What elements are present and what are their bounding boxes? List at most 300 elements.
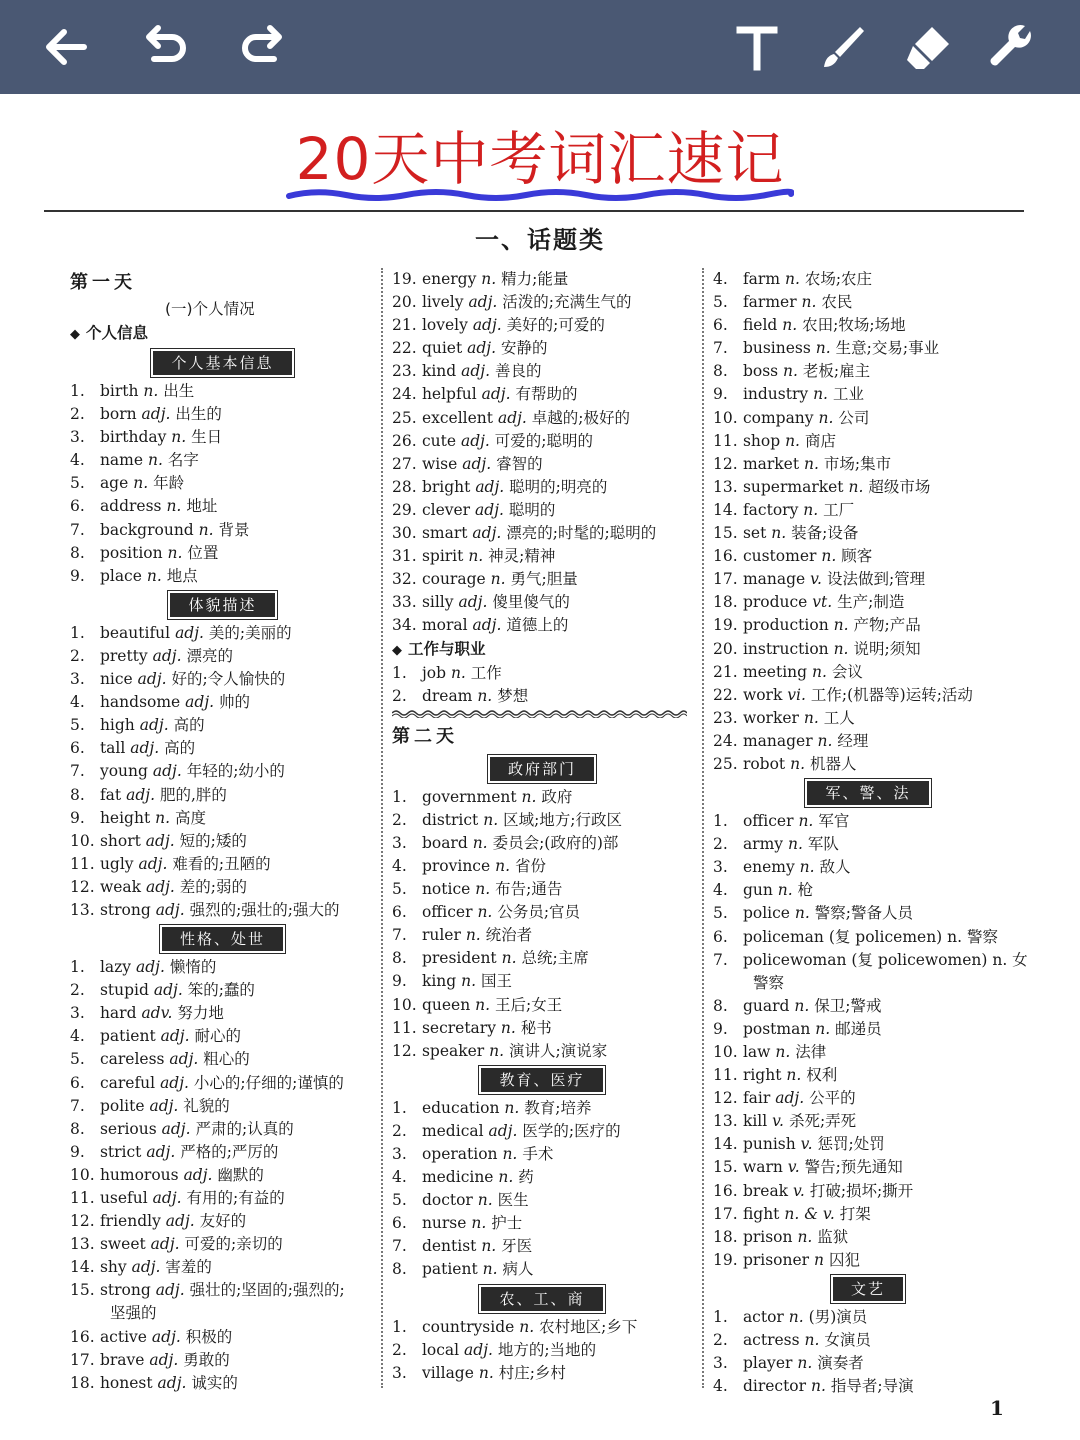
entry-number: 7. [392, 1237, 407, 1256]
entry-meaning: 机器人 [809, 754, 857, 773]
category-box: 教育、医疗 [481, 1068, 602, 1092]
entry-part-of-speech: adj. [475, 477, 505, 496]
entry-word: actor [742, 1307, 784, 1326]
text-tool-icon [731, 21, 783, 73]
entry-word: brave [99, 1350, 145, 1369]
category-box: 体貌描述 [170, 593, 274, 617]
entry-word: manage [742, 570, 806, 589]
entry-meaning: 女演员 [824, 1331, 871, 1350]
entry-meaning: 警告;预先通知 [804, 1158, 903, 1177]
entry-part-of-speech: n. [812, 662, 827, 681]
entry-number: 7. [70, 762, 85, 781]
entry-part-of-speech: n. [804, 1331, 820, 1350]
entry-number: 12. [70, 877, 95, 896]
entry-number: 17. [713, 1204, 738, 1223]
entry-word: strict [99, 1142, 142, 1161]
entry-word: short [99, 831, 141, 850]
vocab-entry [392, 314, 692, 337]
vocab-entry [392, 337, 692, 360]
entry-part-of-speech: n. [465, 926, 481, 945]
entry-meaning: 村庄;乡村 [498, 1363, 566, 1382]
entry-part-of-speech: adj. [460, 431, 490, 450]
entry-meaning: 医学的;医疗的 [522, 1121, 621, 1140]
vocab-entry [713, 291, 1023, 314]
vocab-entry [70, 876, 375, 899]
entry-part-of-speech: n. [519, 1317, 535, 1336]
column-2 [392, 268, 692, 1385]
entry-meaning: 军官 [818, 812, 850, 831]
entry-word: wise [421, 454, 458, 473]
entry-meaning: 秘书 [520, 1018, 552, 1037]
entry-meaning: 高的 [164, 739, 196, 758]
entry-meaning: 睿智的 [496, 454, 543, 473]
entry-word: queen [421, 995, 471, 1014]
day-heading: 第一天 [70, 272, 136, 293]
entry-part-of-speech: n. [811, 1377, 826, 1396]
vocab-entry [713, 1087, 1023, 1110]
entry-word: postman [742, 1019, 811, 1038]
entry-meaning: 幽默的 [217, 1165, 264, 1184]
entry-word: fight [742, 1204, 780, 1223]
vocab-entry [713, 707, 1023, 730]
vocab-entry [713, 337, 1023, 360]
entry-word: address [99, 497, 162, 516]
entry-meaning: 高度 [174, 808, 206, 827]
entry-part-of-speech: adj. [152, 1189, 182, 1207]
entry-number: 3. [713, 858, 728, 877]
vocab-entry [70, 737, 375, 760]
entry-word: district [421, 810, 479, 829]
entry-word: set [742, 524, 767, 543]
entry-part-of-speech: adj. [461, 362, 491, 381]
entry-number: 31. [392, 547, 417, 566]
text-tool-button[interactable] [727, 17, 787, 77]
entry-part-of-speech: n. [794, 904, 810, 923]
entry-number: 12. [713, 454, 738, 473]
entry-meaning: 产物;产品 [853, 616, 921, 635]
eraser-icon [902, 21, 954, 73]
entry-number: 8. [70, 1119, 85, 1138]
vocab-entry [392, 662, 692, 685]
vocab-entry [70, 714, 375, 737]
day-heading: 第二天 [392, 725, 458, 747]
vocab-entry [70, 1210, 375, 1233]
entry-word: sweet [99, 1235, 146, 1254]
entry-number: 20. [713, 639, 738, 658]
entry-part-of-speech: adj. [165, 1212, 195, 1231]
vocab-entry [70, 1233, 375, 1256]
entry-meaning: 经理 [837, 731, 869, 750]
pen-icon [818, 21, 870, 73]
entry-part-of-speech: vt. [812, 593, 833, 612]
entry-meaning: 教育;培养 [524, 1098, 592, 1117]
entry-number: 9. [392, 972, 407, 991]
entry-word: prison [742, 1227, 793, 1246]
page-number: 1 [990, 1396, 1004, 1420]
entry-meaning: 积极的 [185, 1327, 233, 1346]
entry-number: 16. [713, 1181, 738, 1200]
entry-number: 12. [713, 1089, 738, 1108]
entry-number: 5. [392, 880, 407, 899]
entry-word: farmer [742, 293, 797, 312]
entry-word: army [742, 835, 784, 854]
entry-word: right [742, 1066, 782, 1085]
entry-meaning: 短的;矮的 [179, 831, 247, 850]
entry-part-of-speech: adj. [160, 1073, 189, 1092]
vocab-entry [392, 1316, 692, 1339]
vocab-entry [713, 430, 1023, 453]
entry-part-of-speech: n. [786, 1066, 802, 1085]
entry-part-of-speech: adj. [152, 646, 182, 665]
entry-meaning: 工业 [832, 385, 864, 404]
vocab-entry [392, 453, 692, 476]
category-box: 文艺 [833, 1277, 903, 1301]
vocab-entry [70, 426, 375, 449]
category-box: 个人基本信息 [153, 351, 291, 375]
vocab-entry [70, 1095, 375, 1118]
vocab-entry [70, 495, 375, 518]
entry-number: 16. [713, 547, 738, 566]
entry-part-of-speech: adj. [169, 1050, 199, 1069]
entry-meaning: 严肃的;认真的 [195, 1119, 294, 1138]
entry-part-of-speech: n. [804, 454, 819, 473]
entry-number: 20. [392, 293, 417, 312]
vocab-list [392, 662, 692, 708]
entry-word: director [742, 1377, 807, 1396]
entry-number: 1. [392, 1098, 407, 1117]
entry-number: 18. [713, 1227, 738, 1246]
entry-word: excellent [421, 408, 494, 427]
vocab-entry [392, 476, 692, 499]
entry-part-of-speech: n. & v. [784, 1204, 835, 1223]
entry-part-of-speech: n. [483, 810, 499, 829]
entry-meaning: 老板;雇主 [802, 362, 871, 381]
entry-number: 32. [392, 570, 417, 589]
entry-part-of-speech: n. [803, 500, 819, 519]
entry-number: 10. [70, 831, 95, 850]
entry-meaning: 打破;损坏;撕开 [809, 1181, 914, 1200]
entry-meaning: 农村地区;乡下 [539, 1317, 638, 1336]
vocab-entry [713, 614, 1023, 637]
entry-meaning: 工作;(机器等)运转;活动 [810, 685, 973, 704]
entry-meaning: 年轻的;幼小的 [186, 762, 285, 781]
entry-meaning: 工人 [823, 708, 855, 727]
entry-meaning: 打架 [839, 1204, 871, 1223]
pen-tool-button[interactable] [814, 17, 874, 77]
vocab-list [713, 268, 1023, 776]
entry-part-of-speech: n. [787, 835, 803, 854]
header-rule [44, 210, 1024, 212]
entry-meaning: 敌人 [819, 858, 851, 877]
vocab-entry [713, 730, 1023, 753]
column-1 [70, 268, 375, 1395]
entry-number: 6. [70, 497, 85, 516]
entry-number: 33. [392, 593, 417, 612]
entry-word: enemy [742, 858, 795, 877]
entry-word: nurse [421, 1214, 467, 1233]
entry-part-of-speech: n. [146, 566, 162, 585]
entry-meaning: 国王 [481, 972, 513, 991]
entry-word: useful [99, 1189, 148, 1207]
entry-part-of-speech: n. [166, 497, 182, 516]
entry-number: 10. [713, 408, 738, 427]
entry-word: high [99, 716, 135, 735]
entry-part-of-speech: n. [799, 858, 815, 877]
entry-number: 5. [70, 716, 85, 735]
vocab-entry [392, 855, 692, 878]
eraser-tool-button[interactable] [898, 17, 958, 77]
entry-part-of-speech: vi. [787, 685, 806, 704]
entry-part-of-speech: n. [521, 787, 537, 806]
entry-meaning: 监狱 [817, 1227, 849, 1246]
vocab-entry [70, 1072, 375, 1095]
entry-meaning: 农场;农庄 [804, 270, 873, 288]
entry-number: 7. [392, 926, 407, 945]
entry-meaning: 装备;设备 [791, 524, 859, 543]
entry-word: weak [99, 877, 142, 896]
entry-number: 13. [70, 900, 95, 919]
entry-word: active [99, 1327, 147, 1346]
entry-number: 6. [70, 739, 85, 758]
entry-meaning: 笨的;蠢的 [187, 981, 255, 1000]
entry-meaning: 政府 [541, 787, 573, 806]
vocab-entry [713, 810, 1023, 833]
entry-word: spirit [421, 547, 464, 566]
vocab-list [392, 786, 692, 1063]
entry-word: position [99, 543, 163, 562]
wavy-divider [392, 708, 692, 722]
entry-part-of-speech: n. [818, 408, 834, 427]
entry-number: 29. [392, 500, 417, 519]
entry-meaning: 强烈的;强壮的;强大的 [189, 900, 340, 919]
back-button[interactable] [36, 17, 96, 77]
entry-word: friendly [99, 1212, 161, 1231]
vocab-entry [70, 979, 375, 1002]
entry-word: smart [421, 524, 468, 543]
entry-number: 4. [392, 1168, 407, 1187]
entry-word: handsome [99, 693, 181, 712]
entry-number: 4. [392, 856, 407, 875]
vocab-list [392, 1316, 692, 1385]
vocab-entry [713, 753, 1023, 776]
entry-word: punish [742, 1135, 796, 1154]
entry-number: 11. [713, 431, 738, 450]
entry-meaning: 礼貌的 [183, 1096, 230, 1115]
entry-meaning: 工厂 [823, 500, 855, 519]
entry-part-of-speech: v. [800, 1135, 813, 1154]
entry-meaning: 会议 [831, 662, 863, 681]
entry-part-of-speech: n. [498, 1168, 514, 1187]
entry-part-of-speech: n. [133, 474, 149, 493]
vocab-entry [392, 1017, 692, 1040]
vocab-entry [392, 685, 692, 708]
vocab-entry [70, 668, 375, 691]
entry-number: 5. [713, 293, 728, 312]
entry-meaning: 出生 [163, 382, 195, 400]
entry-number: 2. [713, 835, 728, 854]
entry-meaning: (复 policewomen) n. 女 [851, 950, 1028, 969]
vocab-entry [713, 545, 1023, 568]
entry-word: hard [99, 1004, 137, 1023]
toolbar [0, 0, 1080, 94]
entry-part-of-speech: n. [798, 812, 814, 831]
entry-part-of-speech: adj. [150, 1235, 180, 1254]
entry-part-of-speech: adj. [141, 405, 171, 424]
entry-part-of-speech: n. [801, 293, 817, 312]
entry-number: 5. [713, 904, 728, 923]
entry-number: 7. [70, 520, 85, 539]
entry-word: job [421, 663, 446, 682]
vocab-entry [70, 830, 375, 853]
entry-part-of-speech: adj. [458, 593, 488, 612]
entry-part-of-speech: n. [475, 995, 491, 1014]
entry-number: 28. [392, 477, 417, 496]
entry-meaning: 杀死;弄死 [788, 1112, 857, 1131]
entry-meaning: 惩罚;处罚 [817, 1135, 885, 1154]
entry-number: 14. [70, 1258, 95, 1277]
entry-number: 2. [70, 405, 85, 424]
entry-number: 22. [713, 685, 738, 704]
entry-number: 6. [713, 927, 728, 946]
entry-number: 21. [392, 316, 417, 335]
entry-number: 25. [713, 754, 738, 773]
entry-word: dentist [421, 1237, 477, 1256]
entry-number: 1. [70, 382, 85, 400]
entry-meaning: 生日 [191, 428, 223, 447]
entry-meaning: 努力地 [177, 1004, 224, 1023]
entry-word: nice [99, 670, 133, 689]
entry-meaning: 可爱的;聪明的 [494, 431, 594, 450]
undo-button[interactable] [136, 17, 196, 77]
entry-word: careless [99, 1050, 165, 1069]
wrench-icon [984, 21, 1036, 73]
entry-word: prisoner [742, 1250, 810, 1269]
entry-meaning: 难看的;丑陋的 [172, 854, 271, 873]
entry-word: boss [742, 362, 779, 381]
entry-number: 3. [392, 1145, 407, 1163]
entry-part-of-speech: n. [471, 1214, 487, 1233]
entry-number: 18. [70, 1373, 95, 1392]
entry-word: dream [421, 686, 473, 705]
entry-number: 4. [70, 693, 85, 712]
entry-part-of-speech: n. [502, 1145, 518, 1163]
vocab-entry [392, 809, 692, 832]
entry-part-of-speech: n. [790, 754, 806, 773]
entry-word: worker [742, 708, 799, 727]
entry-number: 15. [713, 1158, 738, 1177]
entry-number: 19. [392, 270, 417, 288]
vocab-entry [713, 1180, 1023, 1203]
entry-meaning: 农田;牧场;场地 [802, 316, 906, 335]
entry-number: 11. [713, 1066, 738, 1085]
entry-word: market [742, 454, 800, 473]
entry-word: patient [421, 1260, 478, 1279]
entry-meaning: 勇气;胆量 [510, 570, 578, 589]
vocab-entry [713, 661, 1023, 684]
entry-part-of-speech: adj. [464, 1340, 493, 1359]
entry-number: 21. [713, 662, 738, 681]
vocab-entry [392, 1258, 692, 1281]
vocab-entry [70, 1048, 375, 1071]
entry-part-of-speech: n. [803, 708, 819, 727]
entry-part-of-speech: v. [810, 570, 822, 589]
entry-word: fat [99, 785, 122, 804]
entry-meaning: 高的 [173, 716, 205, 735]
entry-number: 9. [70, 1142, 85, 1161]
vocab-entry [392, 291, 692, 314]
entry-word: name [99, 451, 144, 470]
entry-part-of-speech: n. [797, 1354, 813, 1373]
entry-meaning: 委员会;(政府的)部 [492, 833, 619, 852]
topic-heading: ◆ 工作与职业 [392, 638, 692, 662]
vocab-entry [70, 542, 375, 565]
tools-button[interactable] [980, 17, 1040, 77]
vocab-entry [70, 1372, 375, 1395]
entry-part-of-speech: adj. [130, 739, 160, 758]
entry-number: 22. [392, 339, 417, 358]
entry-word: tall [99, 739, 126, 758]
vocab-entry [70, 1164, 375, 1187]
entry-meaning: 出生的 [175, 405, 222, 424]
entry-number: 8. [70, 543, 85, 562]
vocab-entry [392, 1362, 692, 1385]
vocab-entry [70, 1025, 375, 1048]
vocab-entry [70, 1326, 375, 1349]
entry-meaning: 美的;美丽的 [208, 623, 292, 642]
entry-word: officer [742, 812, 794, 831]
subheading: (一)个人情况 [165, 300, 255, 318]
entry-word: stupid [99, 981, 149, 1000]
entry-word: age [99, 474, 129, 493]
category-box: 政府部门 [490, 757, 594, 781]
vocab-entry [392, 786, 692, 809]
entry-number: 3. [70, 428, 85, 447]
vocab-entry [392, 1040, 692, 1063]
entry-part-of-speech: n. [490, 570, 506, 589]
vocab-entry [713, 856, 1023, 879]
vocab-entry [713, 1352, 1023, 1375]
vocab-entry [70, 1187, 375, 1210]
entry-meaning: 好的;令人愉快的 [171, 670, 286, 689]
entry-number: 4. [713, 270, 728, 288]
entry-meaning: 地点 [166, 566, 198, 585]
entry-number: 1. [392, 787, 407, 806]
vocab-entry [392, 947, 692, 970]
entry-word: president [421, 949, 497, 968]
entry-number: 2. [392, 1121, 407, 1140]
vocab-entry [713, 833, 1023, 856]
entry-number: 13. [713, 1112, 738, 1131]
entry-word: lively [421, 293, 464, 312]
redo-button[interactable] [232, 17, 292, 77]
entry-word: province [421, 856, 491, 875]
entry-part-of-speech: adj. [175, 623, 204, 642]
entry-part-of-speech: adj. [138, 854, 168, 873]
entry-number: 25. [392, 408, 417, 427]
entry-meaning: 设法做到;管理 [826, 570, 926, 589]
vocab-entry [713, 522, 1023, 545]
entry-part-of-speech: n. [478, 1363, 494, 1382]
entry-word: field [742, 316, 778, 335]
category-box: 农、工、商 [481, 1287, 602, 1311]
vocab-entry [713, 902, 1023, 925]
entry-part-of-speech: n. [489, 1041, 505, 1060]
entry-part-of-speech: n. [788, 1307, 804, 1326]
vocab-entry [392, 878, 692, 901]
vocab-entry [70, 691, 375, 714]
entry-word: honest [99, 1373, 153, 1392]
vocab-entry [392, 499, 692, 522]
